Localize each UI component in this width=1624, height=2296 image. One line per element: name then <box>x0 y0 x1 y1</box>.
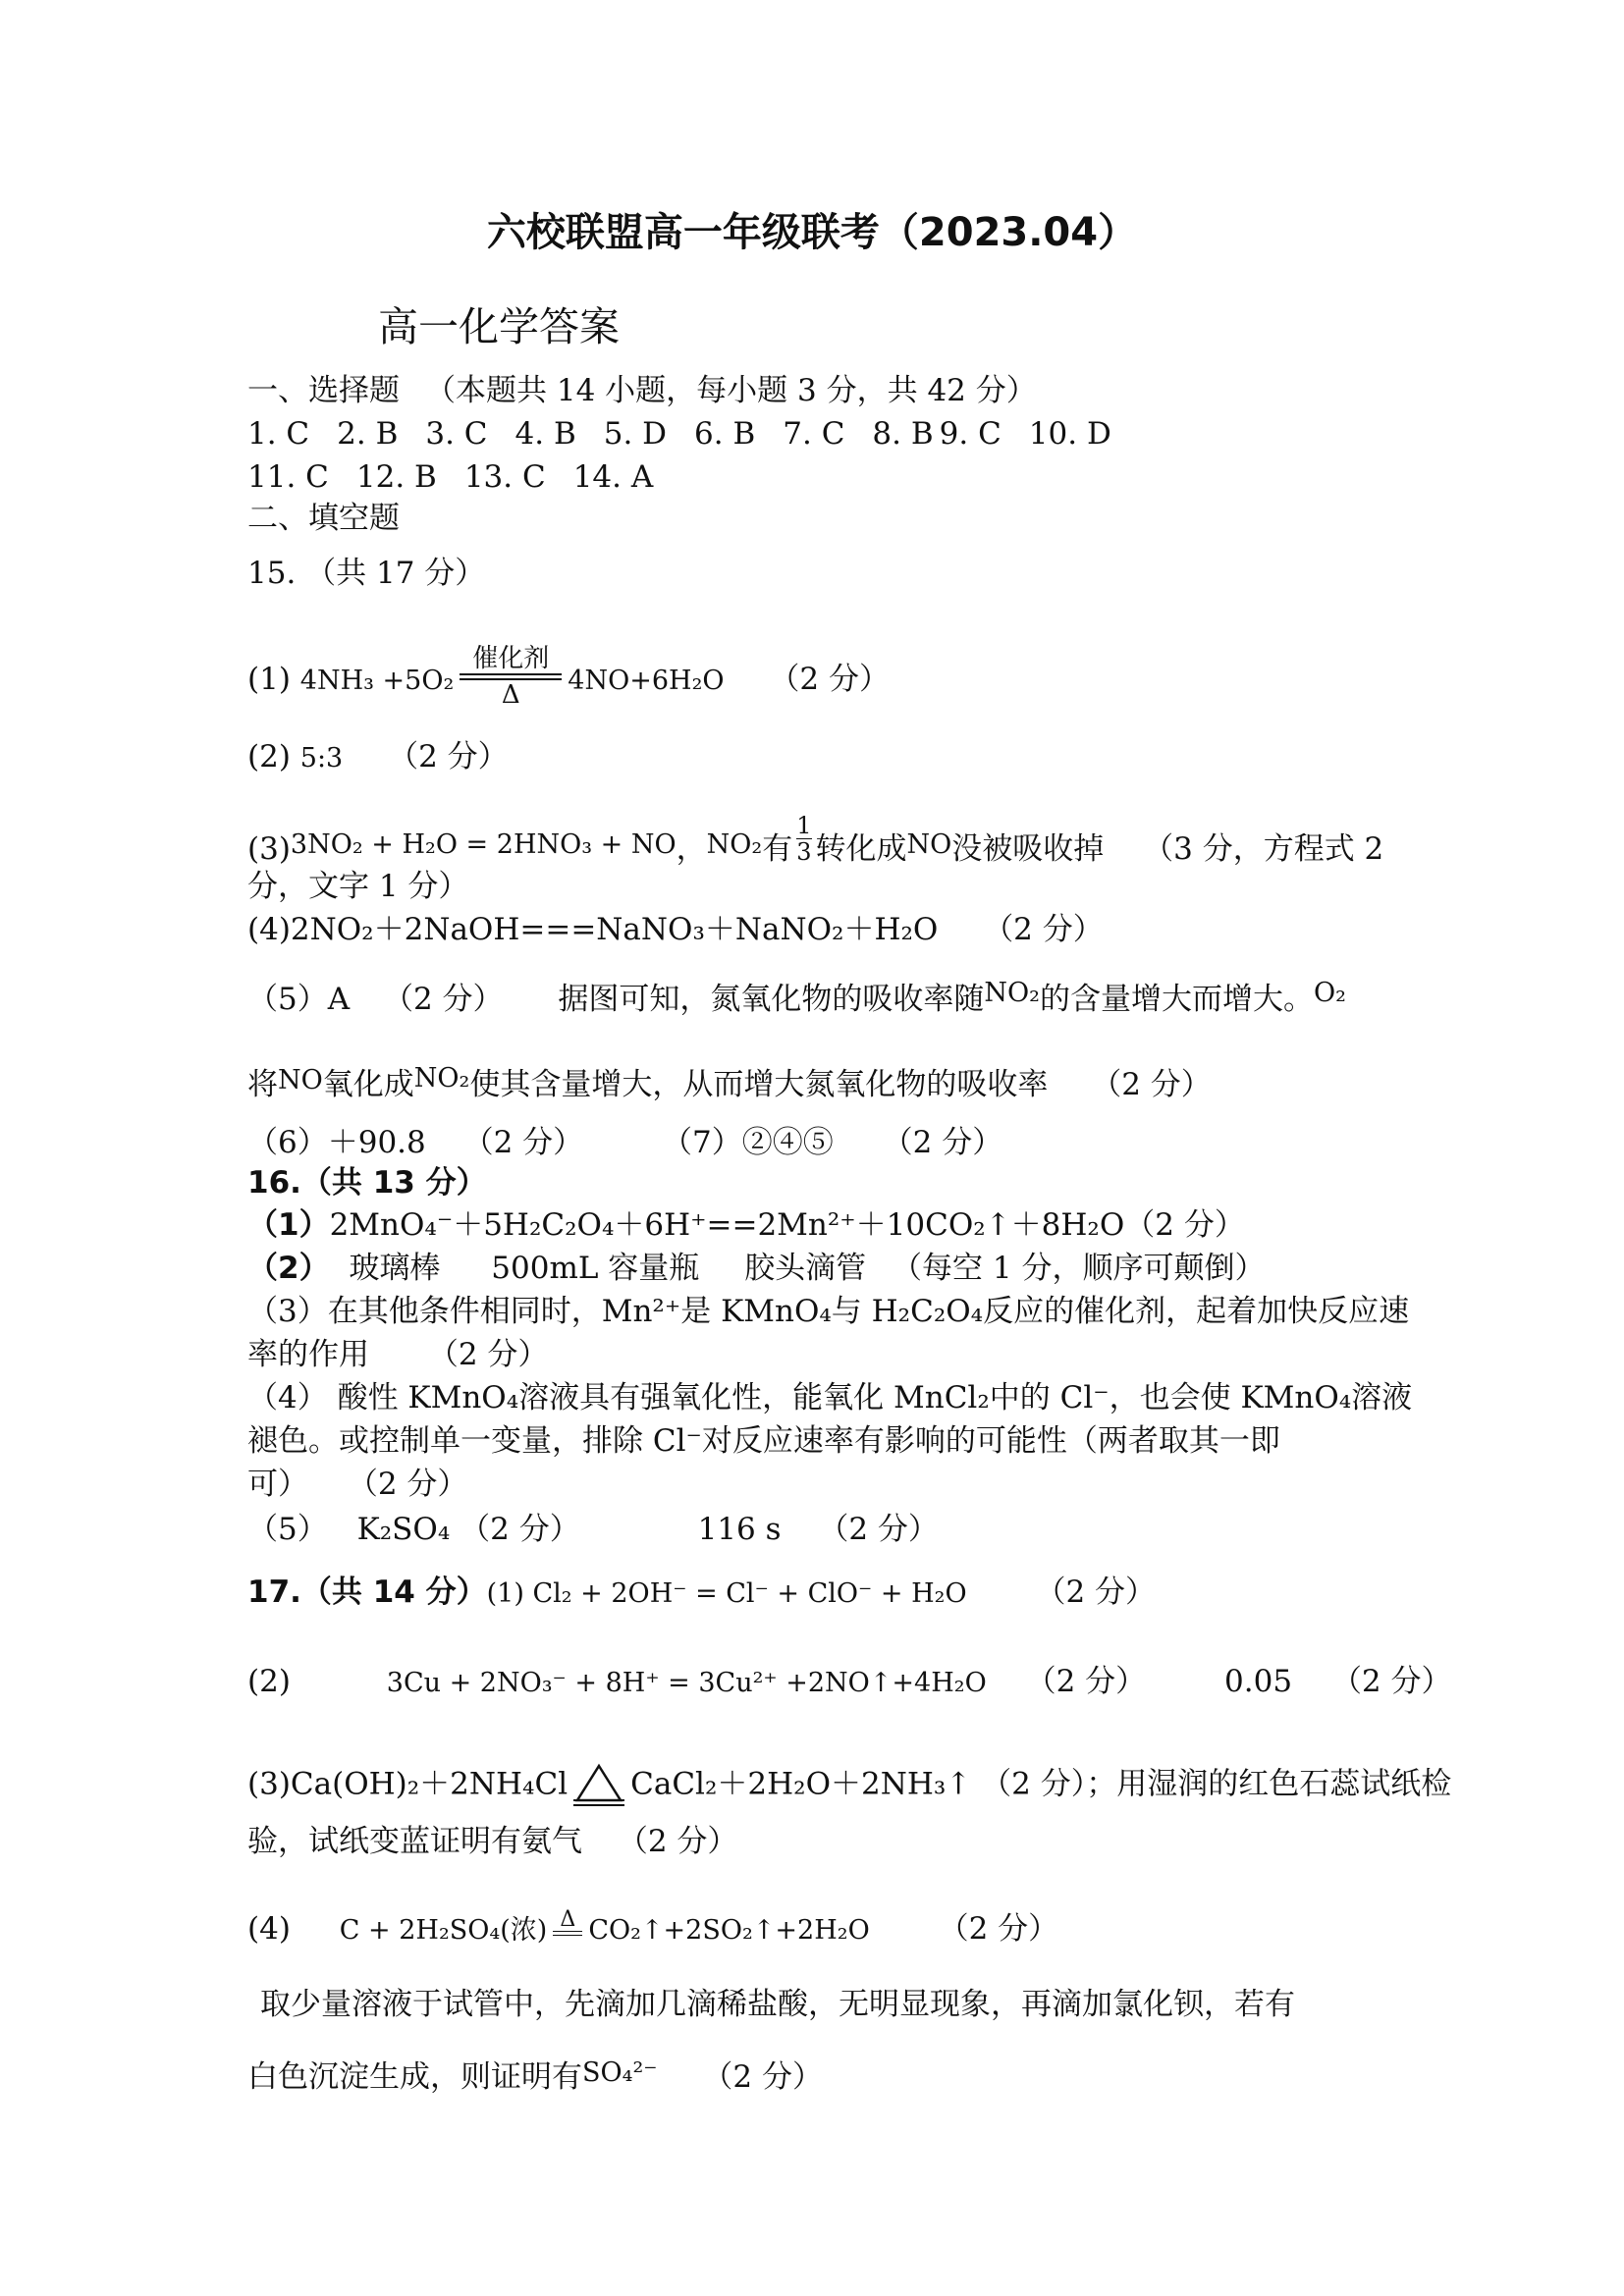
section1-heading: 一、选择题 <box>247 373 400 408</box>
page-subtitle: 高一化学答案 <box>378 303 620 350</box>
heat-triangle-equals-icon <box>571 1763 626 1808</box>
q16-p5-score2: （2 分） <box>818 1512 939 1547</box>
q15-p3-no2: NO₂ <box>706 829 763 860</box>
q15-p5-l2-no2: NO₂ <box>413 1063 470 1094</box>
q15-p3-frac-num: 1 <box>796 812 812 839</box>
q15-p7-label: （7）②④⑤ <box>662 1125 834 1160</box>
mc-answer: 6. B <box>694 416 756 452</box>
q15-p5-text2: 的含量增大而增大。 <box>1040 982 1315 1017</box>
q15-p7-score: （2 分） <box>882 1125 1003 1160</box>
q16-p5-label: （5） <box>247 1512 328 1547</box>
q15-part4 <box>247 910 1104 949</box>
q15-p2-label: (2) <box>247 739 291 774</box>
q16-p2-item3: 胶头滴管 <box>744 1251 867 1286</box>
q17-p3-score2: （2 分） <box>617 1824 738 1859</box>
q15-p5-score2: （2 分） <box>1091 1067 1212 1102</box>
q17-header: 17.（共 14 分） <box>247 1575 487 1610</box>
q16-header: 16.（共 13 分） <box>247 1165 487 1201</box>
q15-p6-score: （2 分） <box>462 1125 584 1160</box>
q17-p5-line1: 取少量溶液于试管中，先滴加几滴稀盐酸，无明显现象，再滴加氯化钡，若有 <box>260 1987 1295 2022</box>
q16-p3-score: （2 分） <box>427 1337 549 1372</box>
q15-p1-equals-sign <box>460 673 562 680</box>
q16-part5 <box>247 1510 939 1549</box>
q17-p2-score2: （2 分） <box>1330 1664 1452 1699</box>
q17-p4-right: CO₂↑+2SO₂↑+2H₂O <box>588 1915 870 1946</box>
mc-answer: 8. B <box>872 416 934 452</box>
section1-heading-line <box>247 371 1037 410</box>
q15-p1-score: （2 分） <box>769 662 890 697</box>
q17-part4 <box>247 1909 1058 1950</box>
q16-p1-score: （2 分） <box>1124 1207 1245 1243</box>
mc-answer: 3. C <box>425 416 488 452</box>
q17-p5-text: 白色沉淀生成，则证明有 <box>247 2059 582 2095</box>
q17-part2 <box>247 1662 1452 1703</box>
q16-p2-note: （每空 1 分，顺序可颠倒） <box>892 1251 1266 1286</box>
q15-p3-no: NO <box>906 829 952 860</box>
q15-p4-text: (4)2NO₂＋2NaOH===NaNO₃＋NaNO₂＋H₂O <box>247 912 939 947</box>
mc-answer: 9. C <box>939 416 1001 452</box>
section2-heading: 二、填空题 <box>247 501 400 536</box>
mc-answer: 2. B <box>337 416 399 452</box>
q17-p1-score: （2 分） <box>1035 1575 1157 1610</box>
q15-header: 15. （共 17 分） <box>247 556 486 591</box>
q15-p5-l2-a: 将 <box>247 1067 278 1102</box>
q17-p2-answer: 0.05 <box>1224 1664 1293 1699</box>
q15-p3-label: (3) <box>247 831 291 867</box>
q17-p3-right: CaCl₂＋2H₂O＋2NH₃↑ <box>630 1766 972 1802</box>
answers-row-1 <box>247 414 1139 454</box>
mc-answer: 12. B <box>355 459 437 495</box>
q15-p1-condition <box>460 644 562 710</box>
q17-p2-label: (2) <box>247 1664 291 1699</box>
q16-p5-answer1: K₂SO₄ <box>356 1512 451 1547</box>
answers-row-2 <box>247 457 680 497</box>
q16-p2-label: （2） <box>247 1251 330 1286</box>
q15-p5-score: （2 分） <box>382 982 504 1017</box>
q15-p3-equation: 3NO₂ + H₂O = 2HNO₃ + NO <box>290 829 677 860</box>
q16-p5-score1: （2 分） <box>460 1512 580 1547</box>
q15-part6-7 <box>247 1123 1002 1162</box>
q17-p3-line2-text: 验，试纸变蓝证明有氨气 <box>247 1824 582 1859</box>
q15-p3-score: （3 分，方程式 2 <box>1143 831 1384 867</box>
q17-p5-ion: SO₄²⁻ <box>582 2057 658 2088</box>
q17-part3-line2 <box>247 1822 737 1861</box>
q16-p4-line2: 褪色。或控制单一变量，排除 Cl⁻对反应速率有影响的可能性（两者取其一即 <box>247 1423 1280 1459</box>
q16-p3-line1: （3）在其他条件相同时，Mn²⁺是 KMnO₄与 H₂C₂O₄反应的催化剂，起着加快反应速 <box>247 1294 1410 1329</box>
q17-part1 <box>247 1573 1156 1614</box>
q15-p4-score: （2 分） <box>983 912 1104 947</box>
q16-p4-text: 可） <box>247 1467 308 1502</box>
q16-p2-item2: 500mL 容量瓶 <box>491 1251 700 1286</box>
q15-p6-label: （6）＋90.8 <box>247 1125 426 1160</box>
q16-p3-line2 <box>247 1335 548 1374</box>
q17-part3 <box>247 1763 1451 1808</box>
q17-p4-condition <box>553 1909 582 1936</box>
mc-answer: 14. A <box>572 459 654 495</box>
q15-p1-products: 4NO+6H₂O <box>568 666 725 696</box>
q15-p1-catalyst: 催化剂 <box>472 644 550 673</box>
q15-p3-mid: 转化成 <box>815 831 907 867</box>
q17-p1-equation: (1) Cl₂ + 2OH⁻ = Cl⁻ + ClO⁻ + H₂O <box>486 1578 967 1609</box>
q15-p3-fraction <box>796 813 811 865</box>
q15-p2-score: （2 分） <box>388 739 509 774</box>
section1-note: （本题共 14 小题，每小题 3 分，共 42 分） <box>425 373 1037 408</box>
q16-p4-score: （2 分） <box>347 1467 468 1502</box>
q17-p3-left: (3)Ca(OH)₂＋2NH₄Cl <box>247 1766 568 1802</box>
q16-p1-label: （1） <box>247 1207 330 1243</box>
q15-part5-line2 <box>247 1065 1212 1106</box>
q15-p5-no2: NO₂ <box>984 978 1041 1008</box>
q15-p1-reactants: 4NH₃ +5O₂ <box>299 666 455 696</box>
mc-answer: 5. D <box>603 416 668 452</box>
q17-p4-label: (4) <box>247 1911 291 1947</box>
q15-p5-o2: O₂ <box>1314 978 1346 1008</box>
q17-p2-equation: 3Cu + 2NO₃⁻ + 8H⁺ = 3Cu²⁺ +2NO↑+4H₂O <box>386 1668 987 1698</box>
q15-p3-tail: 没被吸收掉 <box>951 831 1105 867</box>
q15-part2 <box>247 737 509 778</box>
q15-p3-score-cont: 分，文字 1 分） <box>247 869 469 904</box>
q16-p4-line1: （4） 酸性 KMnO₄溶液具有强氧化性，能氧化 MnCl₂中的 Cl⁻，也会使 KMnO₄溶液 <box>247 1380 1413 1415</box>
q17-p5-score: （2 分） <box>702 2059 823 2095</box>
q16-part1 <box>247 1205 1245 1245</box>
q17-p4-heat: Δ <box>560 1907 576 1932</box>
q16-p2-item1: 玻璃棒 <box>349 1251 441 1286</box>
mc-answer: 4. B <box>514 416 576 452</box>
q15-p5-l2-c: 使其含量增大，从而增大氮氧化物的吸收率 <box>469 1067 1049 1102</box>
q15-p1-label: (1) <box>247 662 291 697</box>
q16-part2 <box>247 1249 1265 1288</box>
q17-p2-score: （2 分） <box>1025 1664 1147 1699</box>
mc-answer: 10. D <box>1028 416 1111 452</box>
q15-p5-text1: 据图可知，氮氧化物的吸收率随 <box>558 982 985 1017</box>
q16-p5-answer2: 116 s <box>697 1512 782 1547</box>
q15-p1-heat: Δ <box>501 680 520 710</box>
q17-p5-line2 <box>247 2057 823 2099</box>
q15-p3-frac-den: 3 <box>796 838 812 866</box>
q15-part1 <box>247 644 890 714</box>
q16-p3-text: 率的作用 <box>247 1337 369 1372</box>
q17-p4-score: （2 分） <box>938 1911 1059 1947</box>
mc-answer: 7. C <box>783 416 845 452</box>
q15-p3-comma: ， <box>676 831 707 867</box>
mc-answer: 13. C <box>463 459 546 495</box>
page-title: 六校联盟高一年级联考（2023.04） <box>486 210 1138 255</box>
q15-p2-answer: 5:3 <box>299 743 344 774</box>
q17-p3-score: （2 分）；用湿润的红色石蕊试纸检 <box>981 1766 1452 1802</box>
q15-p5-l2-no: NO <box>278 1065 323 1095</box>
q17-p4-left: C + 2H₂SO₄(浓) <box>339 1915 548 1946</box>
q16-p1-equation: 2MnO₄⁻＋5H₂C₂O₄＋6H⁺==2Mn²⁺＋10CO₂↑＋8H₂O <box>329 1207 1125 1243</box>
mc-answer: 1. C <box>247 416 310 452</box>
q15-p3-you: 有 <box>762 831 793 867</box>
q16-p4-line3 <box>247 1465 467 1504</box>
mc-answer: 11. C <box>247 459 329 495</box>
q15-p5-l2-b: 氧化成 <box>322 1067 414 1102</box>
q15-p5-label: （5）A <box>247 982 351 1017</box>
q15-part5 <box>247 980 1346 1021</box>
